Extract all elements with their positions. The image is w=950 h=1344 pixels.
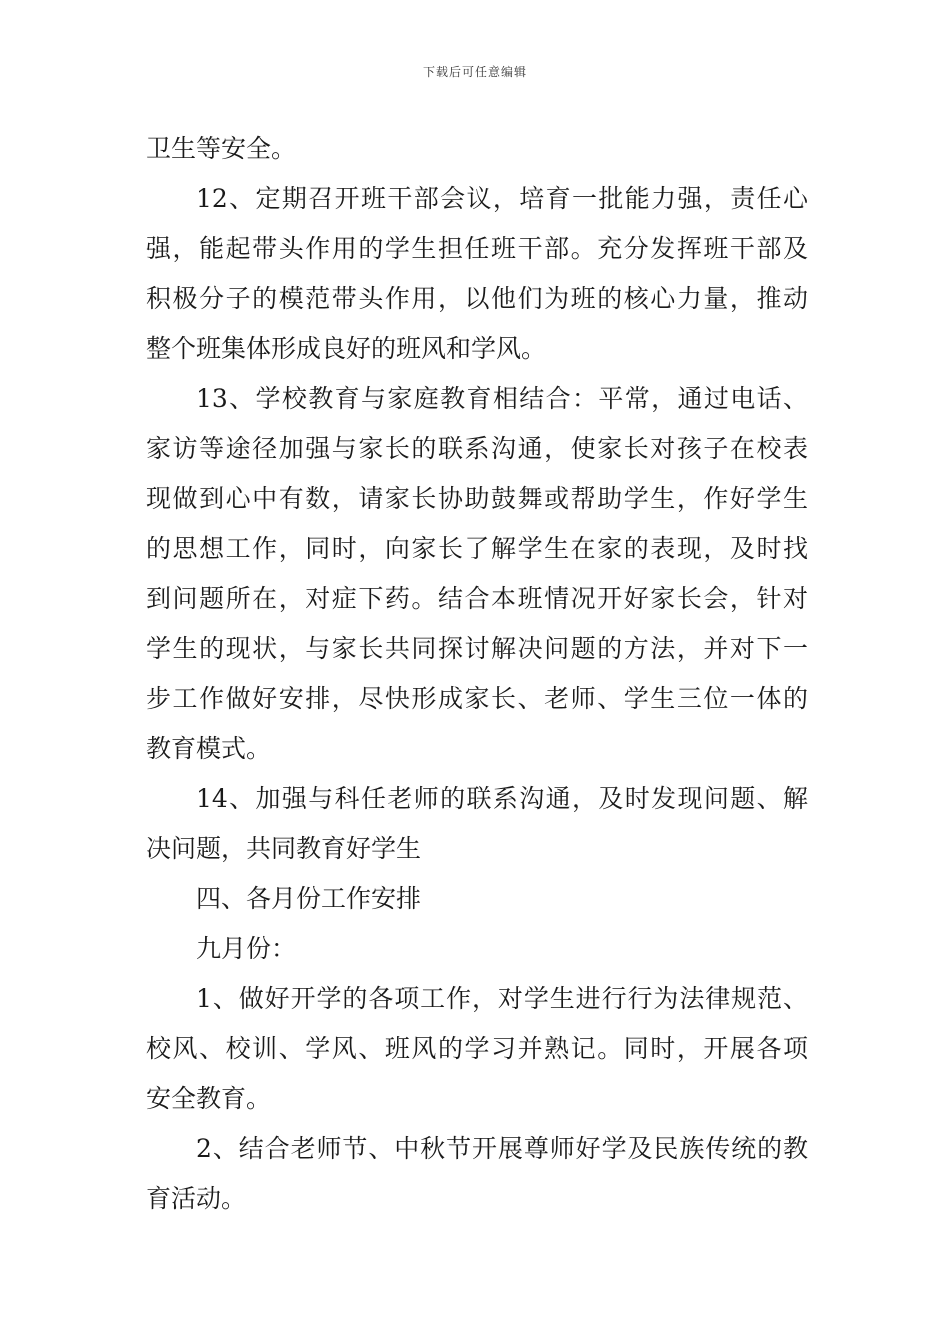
text-line: 育活动。	[146, 1184, 247, 1213]
text-line: 到问题所在，对症下药。结合本班情况开好家长会，针对	[146, 584, 808, 613]
document-body	[146, 124, 808, 1224]
paragraph	[146, 174, 808, 374]
paragraph	[146, 774, 808, 874]
text-line: 1、做好开学的各项工作，对学生进行行为法律规范、	[196, 984, 808, 1013]
paragraph	[146, 1124, 808, 1224]
text-line: 决问题，共同教育好学生	[146, 834, 422, 863]
text-line: 2、结合老师节、中秋节开展尊师好学及民族传统的教	[196, 1134, 808, 1163]
text-line: 安全教育。	[146, 1084, 272, 1113]
text-line: 四、各月份工作安排	[196, 884, 422, 913]
text-line: 13、学校教育与家庭教育相结合：平常，通过电话、	[196, 384, 808, 413]
page-header: 下载后可任意编辑	[422, 65, 527, 79]
paragraph	[146, 874, 808, 924]
text-line: 家访等途径加强与家长的联系沟通，使家长对孩子在校表	[146, 434, 808, 463]
text-line: 卫生等安全。	[146, 134, 297, 163]
paragraph	[146, 974, 808, 1124]
text-line: 步工作做好安排，尽快形成家长、老师、学生三位一体的	[146, 684, 808, 713]
text-line: 校风、校训、学风、班风的学习并熟记。同时，开展各项	[146, 1034, 808, 1063]
text-line: 14、加强与科任老师的联系沟通，及时发现问题、解	[196, 784, 808, 813]
paragraph	[146, 124, 808, 174]
text-line: 九月份：	[196, 934, 297, 963]
text-line: 12、定期召开班干部会议，培育一批能力强，责任心	[196, 184, 808, 213]
text-line: 整个班集体形成良好的班风和学风。	[146, 334, 547, 363]
text-line: 现做到心中有数，请家长协助鼓舞或帮助学生，作好学生	[146, 484, 808, 513]
text-line: 强，能起带头作用的学生担任班干部。充分发挥班干部及	[146, 234, 808, 263]
text-line: 学生的现状，与家长共同探讨解决问题的方法，并对下一	[146, 634, 808, 663]
text-line: 的思想工作，同时，向家长了解学生在家的表现，及时找	[146, 534, 808, 563]
text-line: 积极分子的模范带头作用，以他们为班的核心力量，推动	[146, 284, 808, 313]
paragraph	[146, 924, 808, 974]
text-line: 教育模式。	[146, 734, 272, 763]
paragraph	[146, 374, 808, 774]
